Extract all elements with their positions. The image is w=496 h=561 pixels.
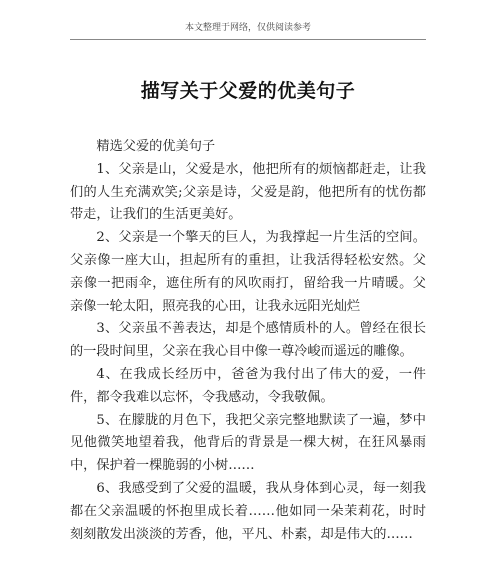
- document-title: 描写关于父爱的优美句子: [140, 80, 356, 102]
- body-paragraph: 4、在我成长经历中，爸爸为我付出了伟大的爱，一件件，都令我难以忘怀，令我感动，令我敬佩。: [70, 366, 426, 405]
- section-heading: 精选父爱的优美句子: [96, 139, 216, 154]
- body-paragraph: 6、我感受到了父爱的温暖，我从身体到心灵，每一刻我都在父亲温暖的怀抱里成长着……他如同一朵茉莉花，时时刻刻散发出淡淡的芳香，他，平凡、朴素，却是伟大的……: [70, 480, 426, 542]
- document-body: [70, 136, 426, 546]
- page-header-note: 本文整理于网络，仅供阅读参考: [184, 23, 311, 33]
- body-paragraph: 1、父亲是山，父爱是水，他把所有的烦恼都赶走，让我们的人生充满欢笑;父亲是诗，父爱是韵，他把所有的忧伤都带走，让我们的生活更美好。: [70, 161, 426, 223]
- body-paragraph: 3、父亲虽不善表达，却是个感情质朴的人。曾经在很长的一段时间里，父亲在我心目中像一尊冷峻而遥远的雕像。: [70, 321, 426, 360]
- body-paragraph: 5、在朦胧的月色下，我把父亲完整地默读了一遍，梦中见他微笑地望着我，他背后的背景是一棵大树，在狂风暴雨中，保护着一棵脆弱的小树……: [70, 412, 426, 474]
- header-divider: [70, 39, 426, 40]
- body-paragraph: 2、父亲是一个擎天的巨人，为我撑起一片生活的空间。父亲像一座大山，担起所有的重担，让我活得轻松安然。父亲像一把雨伞，遮住所有的风吹雨打，留给我一片晴暖。父亲像一轮太阳，照亮我的心田，让我永远阳光灿烂: [70, 230, 426, 314]
